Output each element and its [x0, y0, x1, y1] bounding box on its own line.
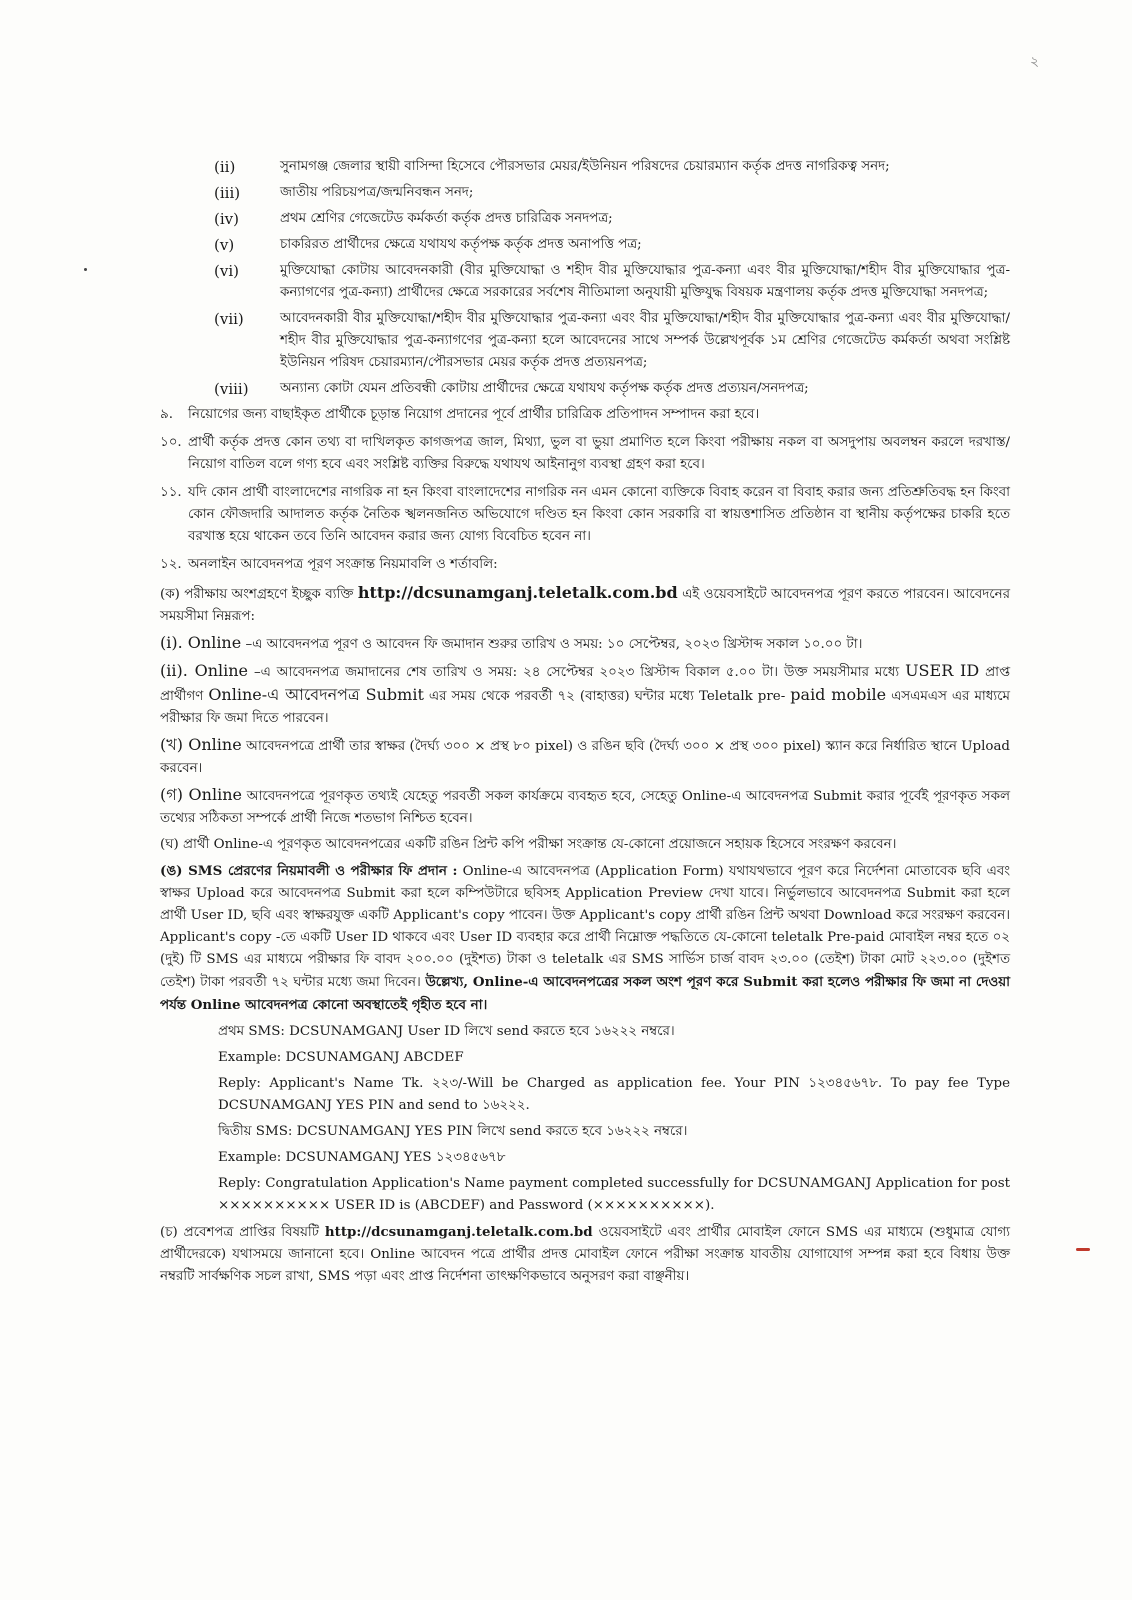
ii-text3b: এসএমএস এর মাধ্যমে পরীক্ষার ফি জমা দিতে পারবেন।	[160, 689, 1010, 726]
item-text: চাকরিরত প্রার্থীদের ক্ষেত্রে যথাযথ কর্তৃপক্ষ কর্তৃক প্রদত্ত অনাপত্তি পত্র;	[280, 237, 642, 252]
item-number: ১২.	[160, 557, 182, 572]
online-ga	[160, 784, 1010, 830]
item-text: মুক্তিযোদ্ধা কোটায় আবেদনকারী (বীর মুক্তিযোদ্ধা ও শহীদ বীর মুক্তিযোদ্ধার পুত্র-কন্যা এবং বীর মুক্তিযোদ্ধা/শহীদ বীর মুক্তিযোদ্ধার পুত্র-কন্যাগণের পুত্র-কন্যা) প্রার্থীদের ক্ষেত্রে সরকারের সর্বশেষ নীতিমালা অনুযায়ী মুক্তিযুদ্ধ বিষয়ক মন্ত্রণালয় কর্তৃক প্রদত্ত মুক্তিযোদ্ধা সনদপত্র;	[280, 263, 1010, 300]
sms-line: Reply: Applicant's Name Tk. ২২৩/-Will be Charged as application fee. Your PIN ১২৩৪৫৬৭৮. To pay fee Type DCSUNAMGANJ YES PIN and send to ১৬২২২.	[218, 1076, 1010, 1113]
scan-speck	[84, 268, 87, 271]
list-item	[160, 260, 1010, 304]
cha-prefix: (চ) প্রবেশপত্র প্রাপ্তির বিষয়টি	[160, 1225, 319, 1240]
item-text: সুনামগঞ্জ জেলার স্থায়ী বাসিন্দা হিসেবে পৌরসভার মেয়র/ইউনিয়ন পরিষদের চেয়ারম্যান কর্তৃক প্রদত্ত নাগরিকত্ব সনদ;	[280, 159, 890, 174]
sms-bold-note: উল্লেখ্য, Online-এ আবেদনপত্রের সকল অংশ পূরণ করে Submit করা হলেও পরীক্ষার ফি জমা না দেওয়া পর্যন্ত Online আবেদনপত্র কোনো অবস্থাতেই গৃহীত হবে না।	[160, 974, 1010, 1013]
sms-section	[160, 860, 1010, 1017]
gha-text: (ঘ) প্রার্থী Online-এ পূরণকৃত আবেদনপত্রের একটি রঙিন প্রিন্ট কপি পরীক্ষা সংক্রান্ত যে-কোনো প্রয়োজনে সহায়ক হিসেবে সংরক্ষণ করবেন।	[160, 837, 897, 852]
sms-line: দ্বিতীয় SMS: DCSUNAMGANJ YES PIN লিখে send করতে হবে ১৬২২২ নম্বরে।	[218, 1124, 688, 1139]
item-number: (iii)	[214, 184, 241, 202]
kha-text: আবেদনপত্রে প্রার্থী তার স্বাক্ষর (দৈর্ঘ্য ৩০০ × প্রস্থ ৮০ pixel) ও রঙিন ছবি (দৈর্ঘ্য ৩০০ × প্রস্থ ৩০০ pixel) স্ক্যান করে নির্ধারিত স্থানে Upload করবেন।	[160, 739, 1010, 776]
item-text: অনলাইন আবেদনপত্র পূরণ সংক্রান্ত নিয়মাবলি ও শর্তাবলি:	[188, 557, 498, 572]
ga-label: (গ) Online	[160, 785, 242, 804]
item-number: (v)	[214, 236, 235, 254]
document-body	[160, 156, 1010, 1292]
ga-text: আবেদনপত্রে পূরণকৃত তথ্যই যেহেতু পরবর্তী সকল কার্যক্রমে ব্যবহৃত হবে, সেহেতু Online-এ আবেদনপত্র Submit করার পূর্বেই পূরণকৃত সকল তথ্যের সঠিকতা সম্পর্কে প্রার্থী নিজে শতভাগ নিশ্চিত হবেন।	[160, 789, 1010, 826]
numbered-paragraph	[160, 432, 1010, 476]
item-text: আবেদনকারী বীর মুক্তিযোদ্ধা/শহীদ বীর মুক্তিযোদ্ধার পুত্র-কন্যা এবং বীর মুক্তিযোদ্ধা/শহীদ বীর মুক্তিযোদ্ধার পুত্র-কন্যা এবং বীর মুক্তিযোদ্ধা/শহীদ বীর মুক্তিযোদ্ধার পুত্র-কন্যাগণের পুত্র-কন্যা হলে আবেদনের সাথে সম্পর্ক উল্লেখপূর্বক ১ম শ্রেণির গেজেটেড কর্মকর্তা অথবা সংশ্লিষ্ট ইউনিয়ন পরিষদ চেয়ারম্যান/পৌরসভার মেয়র কর্তৃক প্রদত্ত প্রত্যয়নপত্র;	[280, 311, 1010, 370]
item-number: (iv)	[214, 210, 239, 228]
ii-text3a: paid mobile	[790, 685, 887, 704]
ii-text2d: এর সময় থেকে পরবর্তী ৭২ (বাহাত্তর) ঘন্টার মধ্যে Teletalk pre-	[428, 689, 786, 704]
ka-prefix: (ক) পরীক্ষায় অংশগ্রহণে ইচ্ছুক ব্যক্তি	[160, 587, 354, 602]
i-label: (i). Online	[160, 633, 242, 652]
item-number: (vii)	[214, 310, 244, 328]
online-ii	[160, 660, 1010, 730]
page-marker: ২	[1030, 54, 1040, 70]
item-text: নিয়োগের জন্য বাছাইকৃত প্রার্থীকে চূড়ান্ত নিয়োগ প্রদানের পূর্বে প্রার্থীর চারিত্রিক প্রতিপাদন সম্পাদন করা হবে।	[188, 407, 760, 422]
item-text: যদি কোন প্রার্থী বাংলাদেশের নাগরিক না হন কিংবা বাংলাদেশের নাগরিক নন এমন কোনো ব্যক্তিকে বিবাহ করেন বা বিবাহ করার জন্য প্রতিশ্রুতিবদ্ধ হন কিংবা কোন ফৌজদারি আদালত কর্তৃক নৈতিক স্খলনজনিত অভিযোগে দণ্ডিত হন কিংবা কোন সরকারি বা স্বায়ত্তশাসিত প্রতিষ্ঠান বা স্থানীয় কর্তৃপক্ষের চাকরি হতে বরখাস্ত হয়ে থাকেন তবে তিনি আবেদন করার জন্য যোগ্য বিবেচিত হবেন না।	[188, 485, 1010, 544]
admit-card-section	[160, 1221, 1010, 1288]
item-number: (viii)	[214, 380, 249, 398]
ka-suffix: এই ওয়েবসাইটে আবেদনপত্র পূরণ করতে পারবেন। আবেদনের সময়সীমা নিম্নরূপ:	[160, 587, 1010, 624]
red-pen-mark	[1076, 1248, 1090, 1251]
i-text: –এ আবেদনপত্র পূরণ ও আবেদন ফি জমাদান শুরুর তারিখ ও সময়: ১০ সেপ্টেম্বর, ২০২৩ খ্রিস্টাব্দ সকাল ১০.০০ টা।	[245, 637, 863, 652]
list-item	[160, 182, 1010, 204]
list-item	[160, 234, 1010, 256]
item-text: প্রথম শ্রেণির গেজেটেড কর্মকর্তা কর্তৃক প্রদত্ত চারিত্রিক সনদপত্র;	[280, 211, 613, 226]
item-number: ৯.	[160, 407, 173, 422]
ii-label: (ii). Online	[160, 661, 249, 680]
list-item	[160, 378, 1010, 400]
numbered-paragraph	[160, 404, 1010, 426]
sms-text: Online-এ আবেদনপত্র (Application Form) যথাযথভাবে পূরণ করে নির্দেশনা মোতাবেক ছবি এবং স্বাক্ষর Upload করে আবেদনপত্র Submit করা হলে কম্পিউটারে ছবিসহ Application Preview দেখা যাবে। নির্ভুলভাবে আবেদনপত্র Submit করা হলে প্রার্থী User ID, ছবি এবং স্বাক্ষরযুক্ত একটি Applicant's copy পাবেন। উক্ত Applicant's copy প্রার্থী রঙিন প্রিন্ট অথবা Download করে সংরক্ষণ করবেন। Applicant's copy -তে একটি User ID থাকবে এবং User ID ব্যবহার করে প্রার্থী নিম্নোক্ত পদ্ধতিতে যে-কোনো teletalk Pre-paid মোবাইল নম্বর হতে ০২ (দুই) টি SMS এর মাধ্যমে পরীক্ষার ফি বাবদ ২০০.০০ (দুইশত) টাকা ও teletalk এর SMS সার্ভিস চার্জ বাবদ ২৩.০০ (তেইশ) টাকা মোট ২২৩.০০ (দুইশত তেইশ) টাকা পরবর্তী ৭২ ঘন্টার মধ্যে জমা দিবেন।	[160, 864, 1010, 990]
item-text: অন্যান্য কোটা যেমন প্রতিবন্ধী কোটায় প্রার্থীদের ক্ষেত্রে যথাযথ কর্তৃপক্ষ কর্তৃক প্রদত্ত প্রত্যয়ন/সনদপত্র;	[280, 381, 809, 396]
online-i	[160, 632, 1010, 656]
sms-line: প্রথম SMS: DCSUNAMGANJ User ID লিখে send করতে হবে ১৬২২২ নম্বরে।	[218, 1024, 675, 1039]
website-url: http://dcsunamganj.teletalk.com.bd	[357, 583, 678, 602]
online-ka	[160, 582, 1010, 628]
sms-line: Example: DCSUNAMGANJ YES ১২৩৪৫৬৭৮	[218, 1150, 506, 1165]
list-item	[160, 308, 1010, 374]
online-gha	[160, 834, 1010, 856]
website-url: http://dcsunamganj.teletalk.com.bd	[324, 1224, 593, 1240]
item-number: ১১.	[160, 485, 182, 500]
item-number: ১০.	[160, 435, 182, 450]
cha-text: ওয়েবসাইটে এবং প্রার্থীর মোবাইল ফোনে SMS এর মাধ্যমে (শুধুমাত্র যোগ্য প্রার্থীদেরকে) যথাসময়ে জানানো হবে। Online আবেদন পত্রে প্রার্থীর প্রদত্ত মোবাইল ফোনে পরীক্ষা সংক্রান্ত যাবতীয় যোগাযোগ সম্পন্ন করা হবে বিধায় উক্ত নম্বরটি সার্বক্ষণিক সচল রাখা, SMS পড়া এবং প্রাপ্ত নির্দেশনা তাৎক্ষণিকভাবে অনুসরণ করা বাঞ্ছনীয়।	[160, 1225, 1010, 1284]
ii-text2c: Online-এ আবেদনপত্র Submit	[208, 685, 424, 704]
ii-text2a: USER ID	[905, 661, 980, 680]
item-text: জাতীয় পরিচয়পত্র/জন্মনিবন্ধন সনদ;	[280, 185, 474, 200]
item-text: প্রার্থী কর্তৃক প্রদত্ত কোন তথ্য বা দাখিলকৃত কাগজপত্র জাল, মিথ্যা, ভুল বা ভুয়া প্রমাণিত হলে কিংবা পরীক্ষায় নকল বা অসদুপায় অবলম্বন করলে দরখাস্ত/নিয়োগ বাতিল বলে গণ্য হবে এবং সংশ্লিষ্ট ব্যক্তির বিরুদ্ধে যথাযথ আইনানুগ ব্যবস্থা গ্রহণ করা হবে।	[188, 435, 1010, 472]
item-number: (ii)	[214, 158, 236, 176]
sms-line: Example: DCSUNAMGANJ ABCDEF	[218, 1050, 464, 1065]
sms-label: (ঙ) SMS প্রেরণের নিয়মাবলী ও পরীক্ষার ফি প্রদান :	[160, 863, 458, 879]
ii-text1: –এ আবেদনপত্র জমাদানের শেষ তারিখ ও সময়: ২৪ সেপ্টেম্বর ২০২৩ খ্রিস্টাব্দ বিকাল ৫.০০ টা। উক্ত সময়সীমার মধ্যে	[253, 665, 900, 680]
list-item	[160, 156, 1010, 178]
numbered-paragraph	[160, 482, 1010, 548]
ii-text2b: প্রাপ্ত প্রার্থীগণ	[160, 665, 1010, 704]
numbered-paragraph	[160, 554, 1010, 576]
list-item	[160, 208, 1010, 230]
item-number: (vi)	[214, 262, 239, 280]
sms-line: Reply: Congratulation Application's Name payment completed successfully for DCSUNAMGANJ Application for post ×××××××××× USER ID is (ABCDEF) and Password (××××××××××).	[218, 1176, 1010, 1213]
online-kha	[160, 734, 1010, 780]
kha-label: (খ) Online	[160, 735, 242, 754]
